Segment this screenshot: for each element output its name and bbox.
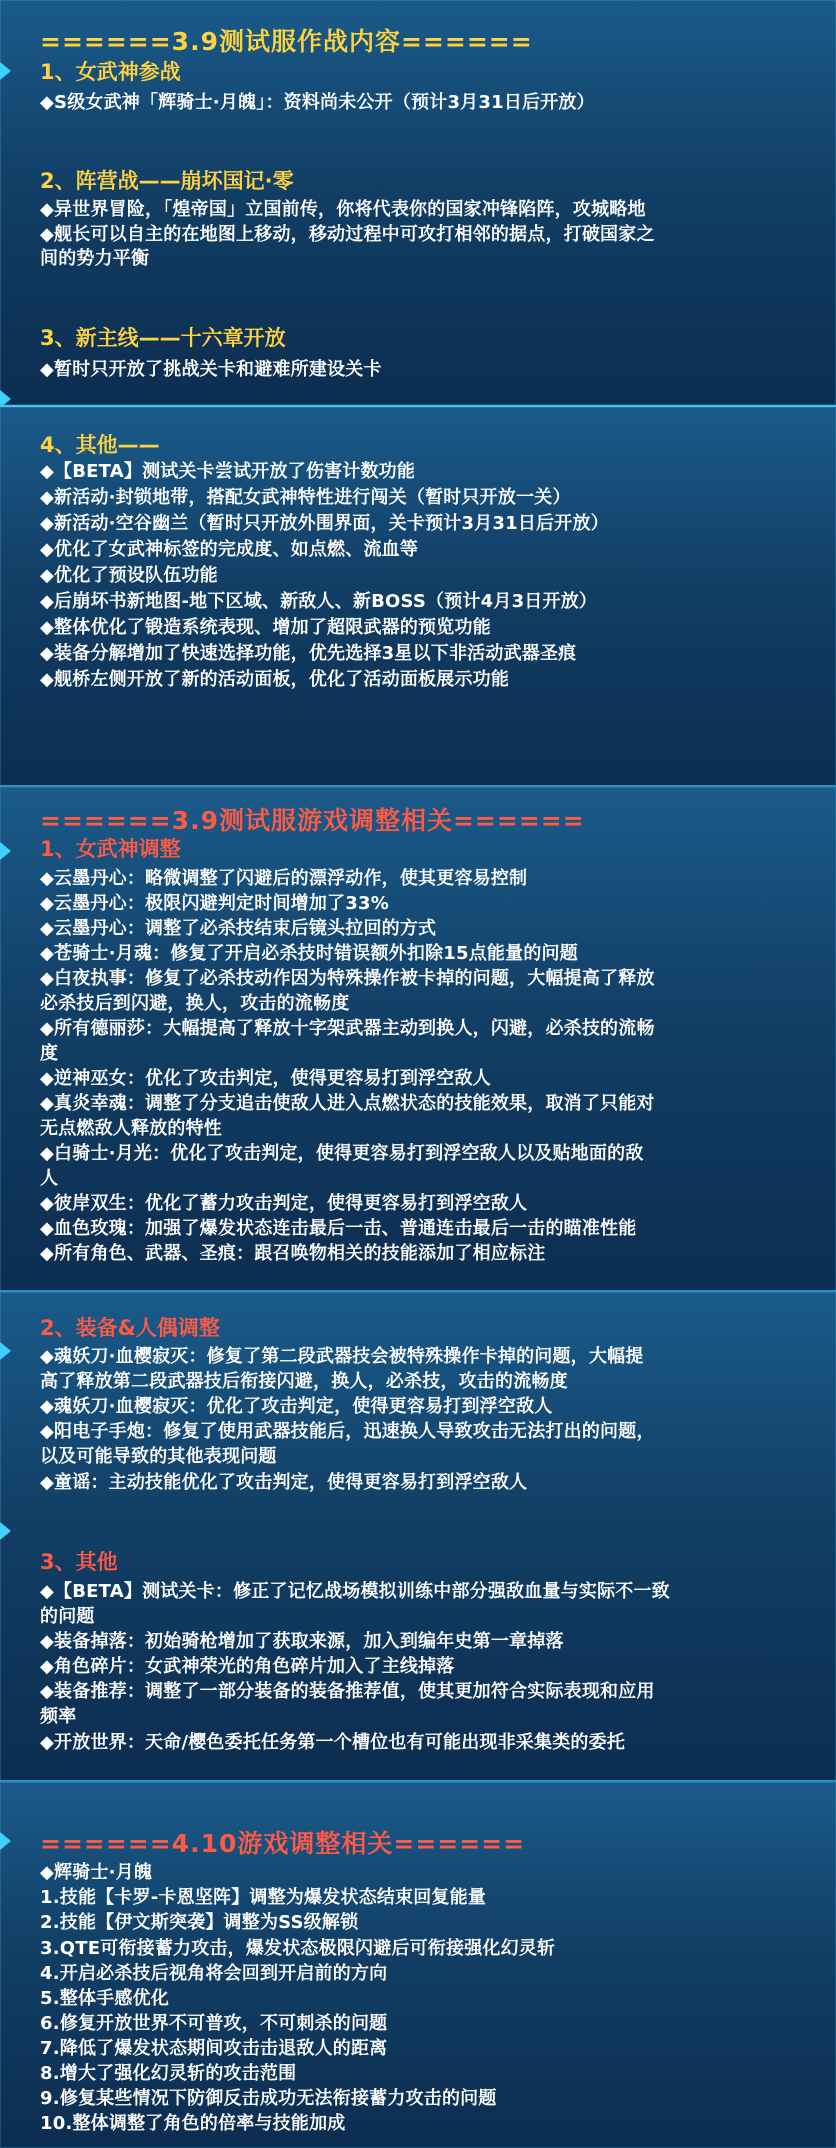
- section-title: ======4.10游戏调整相关======: [40, 1829, 526, 1858]
- text-line: 4.开启必杀技后视角将会回到开启前的方向: [40, 1963, 388, 1984]
- text-line: ◆魂妖刀·血樱寂灭：优化了攻击判定，使得更容易打到浮空敌人: [40, 1396, 553, 1417]
- section-title: ======3.9测试服游戏调整相关======: [40, 806, 585, 835]
- heading: 1、女武神调整: [40, 837, 181, 861]
- text-line: 1.技能【卡罗-卡恩坚阵】调整为爆发状态结束回复能量: [40, 1887, 487, 1908]
- arrow-marker-icon: [0, 62, 11, 80]
- text-line: ◆装备分解增加了快速选择功能，优先选择3星以下非活动武器圣痕: [40, 643, 577, 664]
- text-line: ◆整体优化了锻造系统表现、增加了超限武器的预览功能: [40, 617, 491, 638]
- text-line: 频率: [40, 1706, 77, 1727]
- text-line: ◆云墨丹心：极限闪避判定时间增加了33%: [40, 893, 389, 914]
- text-line: ◆装备推荐：调整了一部分装备的装备推荐值，使其更加符合实际表现和应用: [40, 1681, 655, 1702]
- text-line: 2.技能【伊文斯突袭】调整为SS级解锁: [40, 1912, 359, 1933]
- text-line: ◆暂时只开放了挑战关卡和避难所建设关卡: [40, 359, 382, 380]
- section-equipment-and-other: [0, 1290, 836, 1782]
- text-line: 度: [40, 1043, 59, 1064]
- heading: 2、装备&人偶调整: [40, 1316, 220, 1340]
- section-test-server-adjustments: [0, 785, 836, 1292]
- text-line: 间的势力平衡: [40, 248, 150, 269]
- text-line: 7.降低了爆发状态期间攻击击退敌人的距离: [40, 2038, 388, 2059]
- text-line: ◆童谣：主动技能优化了攻击判定，使得更容易打到浮空敌人: [40, 1472, 528, 1493]
- text-line: ◆白夜执事：修复了必杀技动作因为特殊操作被卡掉的问题，大幅提高了释放: [40, 968, 655, 989]
- text-line: 以及可能导致的其他表现问题: [40, 1446, 277, 1467]
- text-line: ◆后崩坏书新地图-地下区域、新敌人、新BOSS（预计4月3日开放）: [40, 591, 598, 612]
- section-combat-content: [0, 0, 836, 405]
- text-line: ◆异世界冒险，「煌帝国」立国前传，你将代表你的国家冲锋陷阵，攻城略地: [40, 199, 646, 220]
- text-line: ◆白骑士·月光：优化了攻击判定，使得更容易打到浮空敌人以及贴地面的敌: [40, 1143, 644, 1164]
- arrow-marker-icon: [0, 1832, 11, 1850]
- text-line: 9.修复某些情况下防御反击成功无法衔接蓄力攻击的问题: [40, 2088, 497, 2109]
- section-title: ======3.9测试服作战内容======: [40, 27, 533, 56]
- text-line: 必杀技后到闪避，换人，攻击的流畅度: [40, 993, 350, 1014]
- text-line: ◆魂妖刀·血樱寂灭：修复了第二段武器技会被特殊操作卡掉的问题，大幅提: [40, 1346, 644, 1367]
- text-line: ◆【BETA】测试关卡尝试开放了伤害计数功能: [40, 461, 416, 482]
- text-line: ◆开放世界：天命/樱色委托任务第一个槽位也有可能出现非采集类的委托: [40, 1732, 626, 1753]
- text-line: 5.整体手感优化: [40, 1988, 169, 2009]
- text-line: 人: [40, 1168, 59, 1189]
- text-line: 6.修复开放世界不可普攻，不可刺杀的问题: [40, 2013, 388, 2034]
- text-line: ◆辉骑士·月魄: [40, 1862, 153, 1883]
- section-other: [0, 405, 836, 787]
- text-line: 无点燃敌人释放的特性: [40, 1118, 222, 1139]
- text-line: ◆角色碎片：女武神荣光的角色碎片加入了主线掉落: [40, 1656, 455, 1677]
- text-line: ◆优化了女武神标签的完成度、如点燃、流血等: [40, 539, 419, 560]
- text-line: ◆舰长可以自主的在地图上移动，移动过程中可攻打相邻的据点，打破国家之: [40, 224, 655, 245]
- text-line: ◆舰桥左侧开放了新的活动面板，优化了活动面板展示功能: [40, 669, 510, 690]
- text-line: ◆血色玫瑰：加强了爆发状态连击最后一击、普通连击最后一击的瞄准性能: [40, 1218, 637, 1239]
- text-line: 8.增大了强化幻灵斩的攻击范围: [40, 2063, 297, 2084]
- text-line: ◆装备掉落：初始骑枪增加了获取来源，加入到编年史第一章掉落: [40, 1631, 564, 1652]
- text-line: ◆S级女武神「辉骑士·月魄」：资料尚未公开（预计3月31日后开放）: [40, 92, 595, 113]
- heading: 3、其他: [40, 1550, 118, 1574]
- section-4-10-adjustments: [0, 1780, 836, 2148]
- text-line: 10.整体调整了角色的倍率与技能加成: [40, 2113, 346, 2134]
- text-line: ◆【BETA】测试关卡：修正了记忆战场模拟训练中部分强敌血量与实际不一致: [40, 1581, 670, 1602]
- text-line: ◆真炎幸魂：调整了分支追击使敌人进入点燃状态的技能效果，取消了只能对: [40, 1093, 655, 1114]
- arrow-marker-icon: [0, 1342, 11, 1360]
- heading: 3、新主线——十六章开放: [40, 326, 286, 350]
- heading: 2、阵营战——崩坏国记·零: [40, 169, 294, 193]
- text-line: 3.QTE可衔接蓄力攻击，爆发状态极限闪避后可衔接强化幻灵斩: [40, 1938, 556, 1959]
- text-line: ◆阳电子手炮：修复了使用武器技能后，迅速换人导致攻击无法打出的问题，: [40, 1421, 655, 1442]
- text-line: ◆新活动·空谷幽兰（暂时只开放外围界面，关卡预计3月31日后开放）: [40, 513, 609, 534]
- heading: 1、女武神参战: [40, 60, 181, 84]
- text-line: 高了释放第二段武器技后衔接闪避，换人，必杀技，攻击的流畅度: [40, 1371, 568, 1392]
- text-line: ◆优化了预设队伍功能: [40, 565, 218, 586]
- text-line: ◆苍骑士·月魂：修复了开启必杀技时错误额外扣除15点能量的问题: [40, 943, 578, 964]
- text-line: ◆云墨丹心：略微调整了闪避后的漂浮动作，使其更容易控制: [40, 868, 528, 889]
- text-line: ◆云墨丹心：调整了必杀技结束后镜头拉回的方式: [40, 918, 437, 939]
- text-line: ◆所有角色、武器、圣痕：跟召唤物相关的技能添加了相应标注: [40, 1243, 546, 1264]
- text-line: 的问题: [40, 1606, 95, 1627]
- heading: 4、其他——: [40, 433, 160, 457]
- text-line: ◆所有德丽莎：大幅提高了释放十字架武器主动到换人，闪避，必杀技的流畅: [40, 1018, 655, 1039]
- text-line: ◆逆神巫女：优化了攻击判定，使得更容易打到浮空敌人: [40, 1068, 491, 1089]
- arrow-marker-icon: [0, 842, 11, 860]
- text-line: ◆彼岸双生：优化了蓄力攻击判定，使得更容易打到浮空敌人: [40, 1193, 528, 1214]
- text-line: ◆新活动·封锁地带，搭配女武神特性进行闯关（暂时只开放一关）: [40, 487, 571, 508]
- arrow-marker-icon: [0, 1522, 11, 1540]
